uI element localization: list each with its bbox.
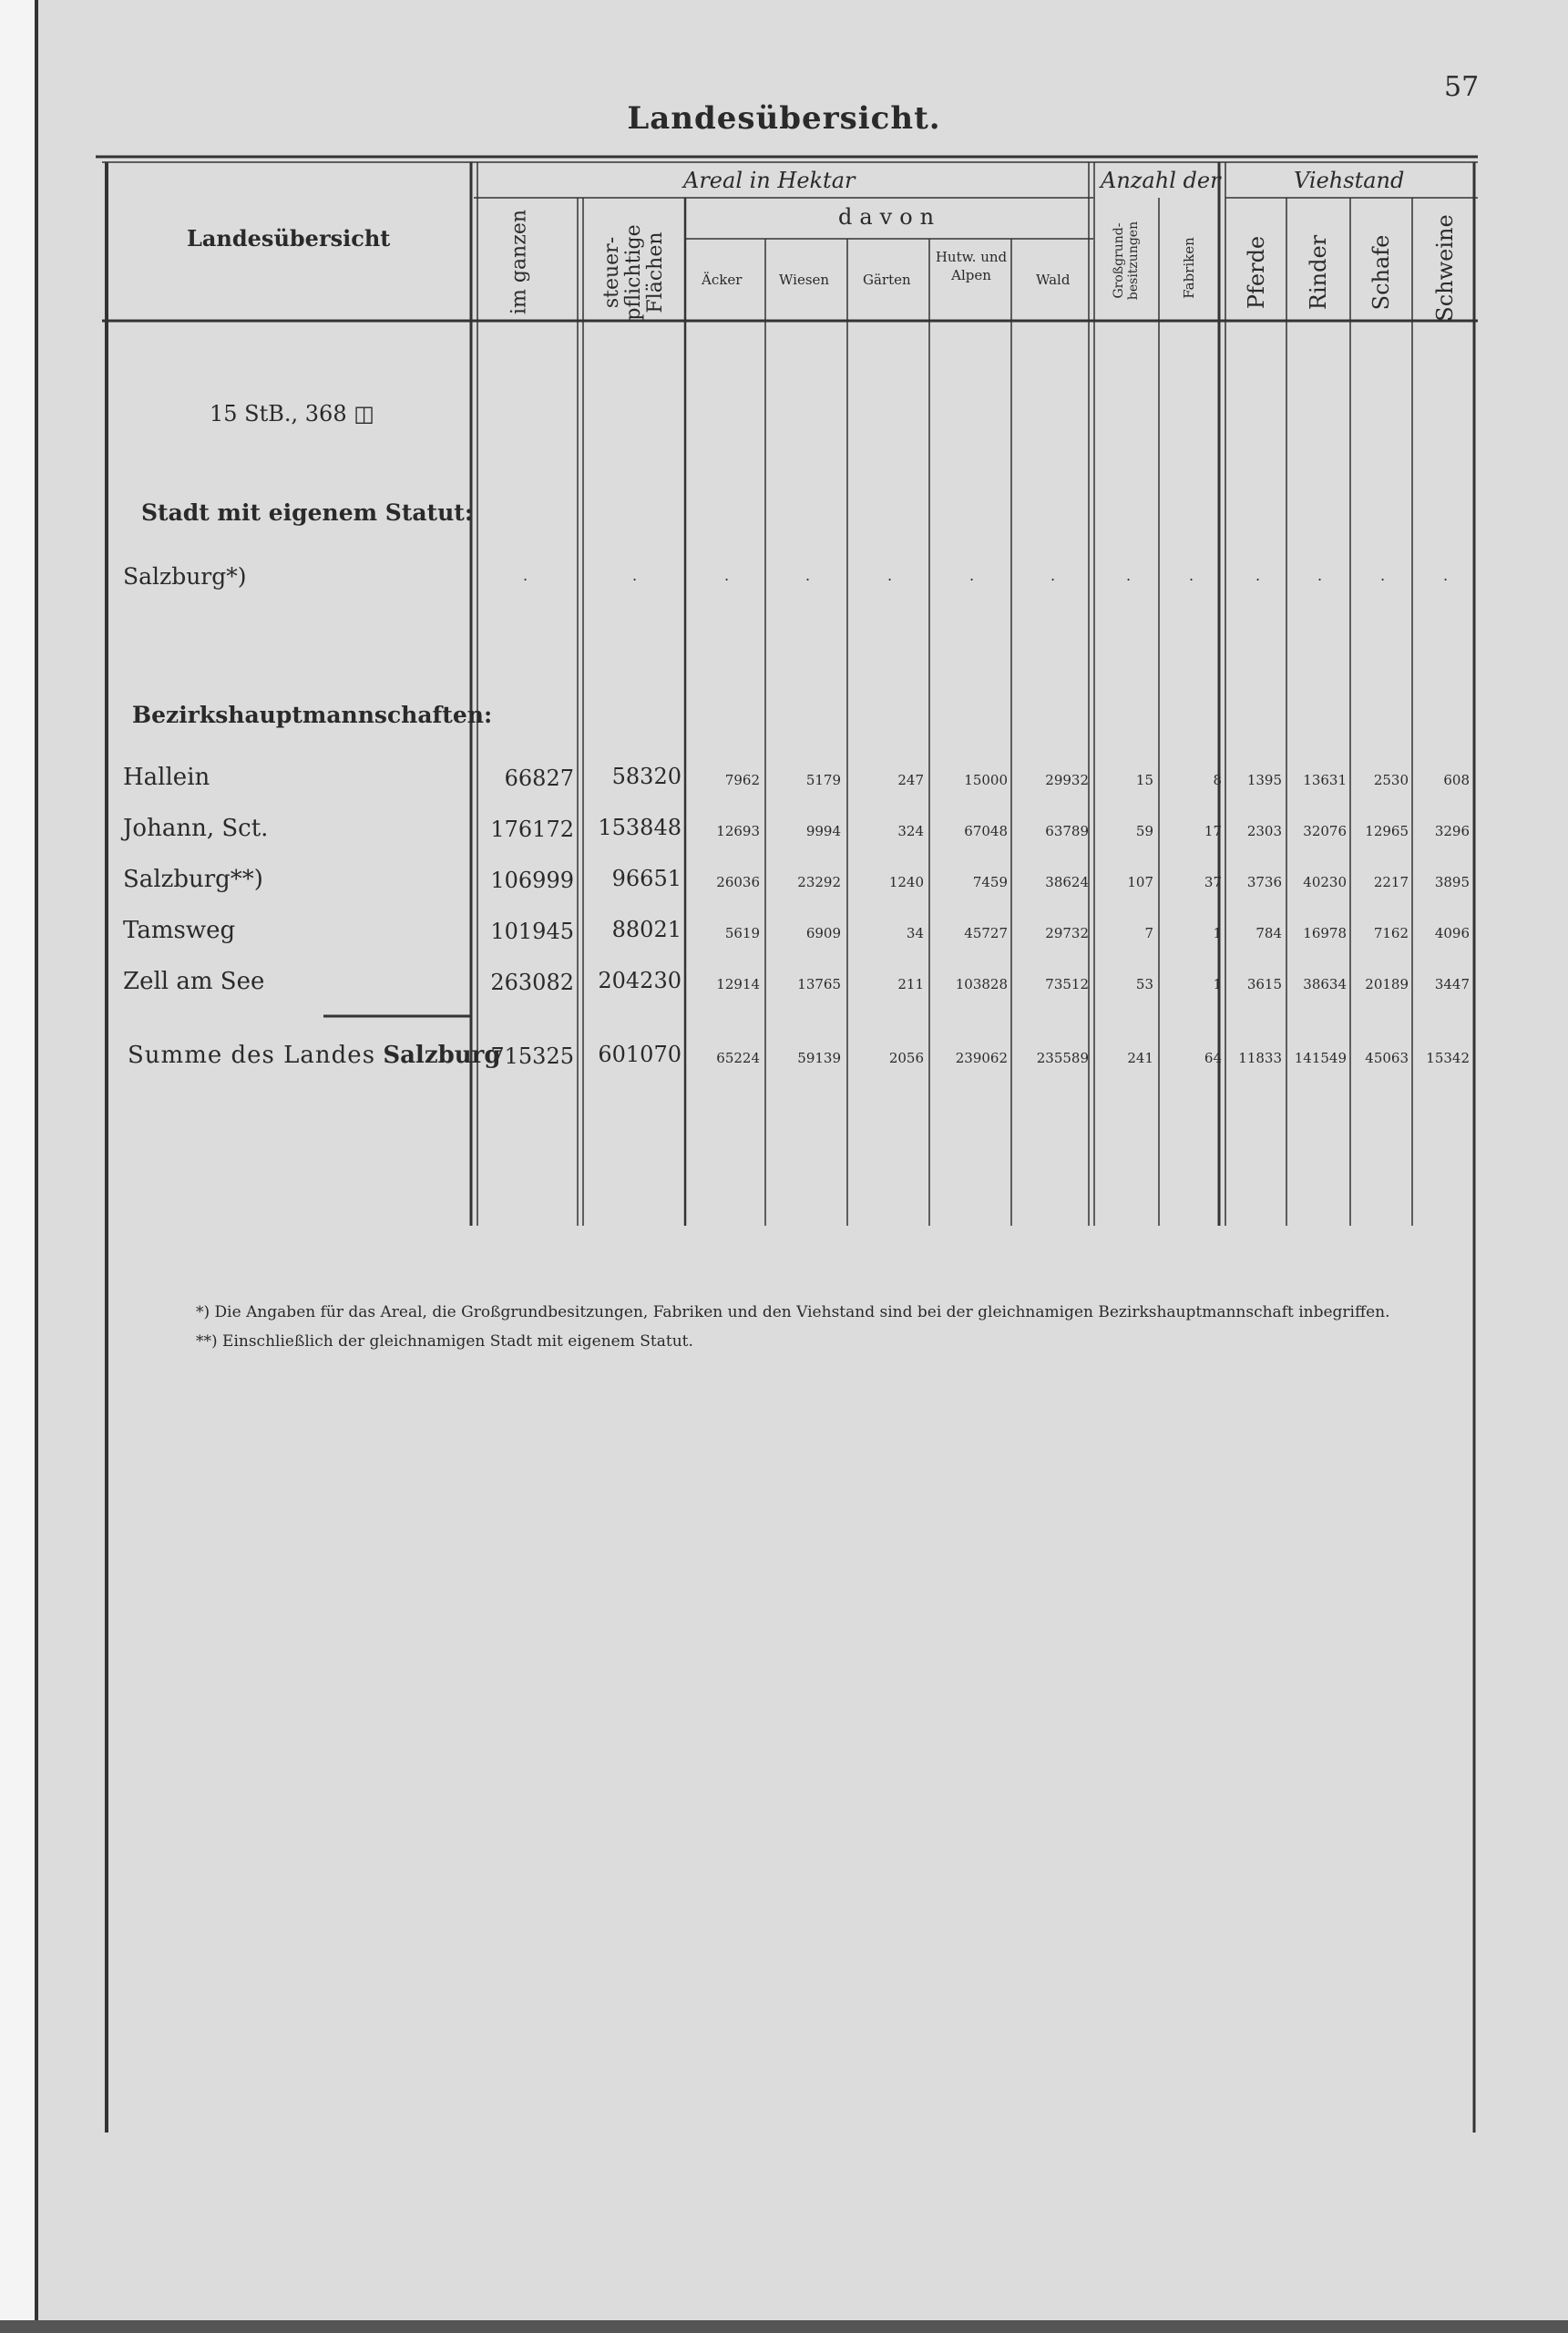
cell-steuer: 153848	[598, 815, 682, 840]
cell-ganzen: 101945	[490, 919, 574, 944]
dot-cell: .	[1126, 567, 1132, 584]
cell-schafe: 2217	[1373, 874, 1409, 890]
sum-gross: 241	[1127, 1050, 1153, 1066]
cell-pferde: 1395	[1246, 772, 1282, 788]
dot-cell: .	[887, 567, 893, 584]
sum-label-bold: Salzburg	[383, 1042, 501, 1069]
sum-label	[128, 1042, 501, 1069]
sum-wald: 235589	[1036, 1050, 1089, 1066]
footnote-2: **) Einschließlich der gleichnamigen Stadt mit eigenem Statut.	[196, 1332, 693, 1351]
dot-cell: .	[805, 567, 811, 584]
cell-wald: 73512	[1045, 976, 1089, 992]
cell-hutw: 45727	[964, 925, 1008, 941]
gaerten-header: Gärten	[863, 272, 911, 288]
cell-gross: 7	[1144, 925, 1153, 941]
page-title: Landesübersicht.	[627, 100, 941, 137]
cell-schweine: 3447	[1434, 976, 1470, 992]
cell-wald: 29732	[1045, 925, 1089, 941]
cell-aecker: 12693	[716, 823, 760, 839]
wiesen-header: Wiesen	[779, 272, 830, 288]
stub-header: Landesübersicht	[187, 225, 391, 252]
cell-schafe: 7162	[1373, 925, 1409, 941]
cell-ganzen: 106999	[490, 868, 574, 893]
cell-rinder: 16978	[1303, 925, 1347, 941]
wald-header: Wald	[1036, 272, 1071, 288]
cell-gaerten: 1240	[888, 874, 924, 890]
stadt-heading: Stadt mit eigenem Statut:	[141, 499, 474, 526]
cell-ganzen: 176172	[490, 817, 574, 842]
grossgrund-header: Großgrund-besitzungen	[1112, 221, 1141, 301]
viehstand-header: Viehstand	[1294, 168, 1405, 193]
schafe-header: Schafe	[1368, 234, 1394, 311]
dot-cell: .	[1189, 567, 1194, 584]
cell-wald: 38624	[1045, 874, 1089, 890]
cell-gross: 59	[1135, 823, 1153, 839]
row-label: Hallein	[123, 764, 210, 791]
sum-gaerten: 2056	[888, 1050, 924, 1066]
dot-cell: .	[969, 567, 975, 584]
row-label: Johann, Sct.	[123, 815, 269, 842]
bh-heading: Bezirkshauptmannschaften:	[132, 702, 493, 728]
cell-rinder: 32076	[1303, 823, 1347, 839]
dot-cell: .	[1443, 567, 1449, 584]
cell-hutw: 103828	[955, 976, 1008, 992]
pferde-header: Pferde	[1244, 235, 1269, 310]
cell-schweine: 3895	[1434, 874, 1470, 890]
cell-wald: 29932	[1045, 772, 1089, 788]
fabriken-header: Fabriken	[1181, 237, 1197, 299]
cell-schafe: 2530	[1373, 772, 1409, 788]
cell-wiesen: 13765	[797, 976, 841, 992]
cell-wiesen: 23292	[797, 874, 841, 890]
cell-gaerten: 211	[897, 976, 924, 992]
cell-wiesen: 9994	[805, 823, 841, 839]
sum-ganzen: 715325	[490, 1043, 574, 1069]
dot-cell: .	[1317, 567, 1323, 584]
cell-pferde: 3736	[1246, 874, 1282, 890]
cell-fabriken: 17	[1204, 823, 1222, 839]
sum-label-prefix: Summe des Landes	[128, 1042, 376, 1069]
row-label: Salzburg**)	[123, 866, 263, 893]
cell-gross: 107	[1127, 874, 1153, 890]
cell-hutw: 15000	[964, 772, 1008, 788]
sum-rinder: 141549	[1294, 1050, 1347, 1066]
cell-pferde: 784	[1255, 925, 1282, 941]
cell-gaerten: 324	[897, 823, 924, 839]
footnote-1: *) Die Angaben für das Areal, die Großgrundbesitzungen, Fabriken und den Viehstand sind bei der gleichnamigen Bezirkshauptmannschaft inbegriffen.	[196, 1303, 1390, 1321]
cell-schweine: 3296	[1434, 823, 1470, 839]
cell-steuer: 58320	[611, 764, 682, 789]
cell-aecker: 7962	[724, 772, 760, 788]
davon-header: davon	[838, 204, 942, 230]
cell-schweine: 4096	[1434, 925, 1470, 941]
sum-wiesen: 59139	[797, 1050, 841, 1066]
dot-cell: .	[1380, 567, 1386, 584]
cell-rinder: 38634	[1303, 976, 1347, 992]
cell-hutw: 67048	[964, 823, 1008, 839]
cell-aecker: 26036	[716, 874, 760, 890]
cell-fabriken: 8	[1213, 772, 1222, 788]
cell-wald: 63789	[1045, 823, 1089, 839]
cell-steuer: 88021	[611, 917, 682, 942]
cell-fabriken: 37	[1204, 874, 1222, 890]
rinder-header: Rinder	[1306, 234, 1331, 311]
cell-wiesen: 5179	[805, 772, 841, 788]
cell-ganzen: 263082	[490, 970, 574, 995]
cell-schweine: 608	[1443, 772, 1470, 788]
cell-rinder: 13631	[1303, 772, 1347, 788]
cell-schafe: 20189	[1365, 976, 1409, 992]
cell-aecker: 12914	[716, 976, 760, 992]
dot-cell: .	[523, 567, 528, 584]
areal-header: Areal in Hektar	[683, 168, 856, 193]
steuer-header: steuer-pflichtige Flächen	[600, 224, 667, 321]
cell-ganzen: 66827	[504, 766, 574, 791]
cell-gaerten: 247	[897, 772, 924, 788]
hutw-header: Hutw. und Alpen	[935, 249, 1008, 283]
row-label: Tamsweg	[123, 917, 236, 944]
sum-fabriken: 64	[1204, 1050, 1222, 1066]
page-number: 57	[1444, 71, 1480, 103]
cell-steuer: 96651	[611, 866, 682, 891]
im-ganzen-header: im ganzen	[507, 209, 531, 315]
cell-gaerten: 34	[906, 925, 924, 941]
cell-steuer: 204230	[598, 968, 682, 993]
sum-hutw: 239062	[955, 1050, 1008, 1066]
sum-schweine: 15342	[1426, 1050, 1470, 1066]
anzahl-header: Anzahl der	[1101, 168, 1221, 193]
row-label: Zell am See	[123, 968, 265, 995]
sum-steuer: 601070	[598, 1042, 682, 1067]
dot-cell: .	[1050, 567, 1056, 584]
cell-fabriken: 1	[1213, 925, 1222, 941]
cell-hutw: 7459	[972, 874, 1008, 890]
cell-gross: 53	[1135, 976, 1153, 992]
schweine-header: Schweine	[1432, 214, 1458, 322]
dot-cell: .	[632, 567, 638, 584]
cell-pferde: 3615	[1246, 976, 1282, 992]
dot-cell: .	[724, 567, 730, 584]
cell-wiesen: 6909	[805, 925, 841, 941]
sum-pferde: 11833	[1238, 1050, 1282, 1066]
dot-cell: .	[1255, 567, 1261, 584]
aecker-header: Äcker	[702, 272, 743, 288]
cell-schafe: 12965	[1365, 823, 1409, 839]
cell-rinder: 40230	[1303, 874, 1347, 890]
cell-gross: 15	[1135, 772, 1153, 788]
cell-fabriken: 1	[1213, 976, 1222, 992]
sum-schafe: 45063	[1365, 1050, 1409, 1066]
cell-pferde: 2303	[1246, 823, 1282, 839]
sum-aecker: 65224	[716, 1050, 760, 1066]
salzburg-stadt-label: Salzburg*)	[123, 563, 247, 590]
cell-aecker: 5619	[724, 925, 760, 941]
stb-note: 15 StB., 368 ◫	[210, 401, 374, 427]
